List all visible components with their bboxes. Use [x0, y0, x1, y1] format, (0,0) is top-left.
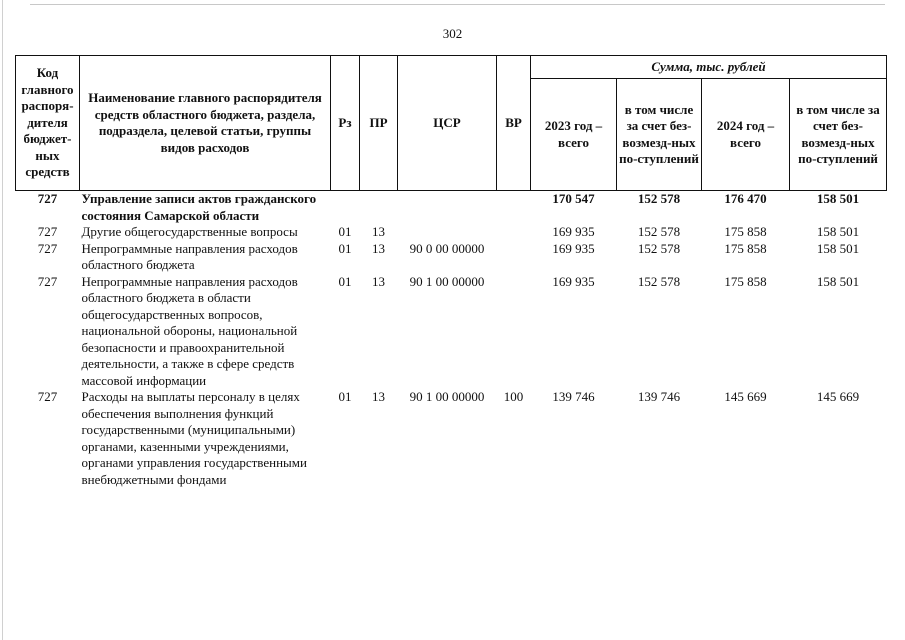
cell-csr [398, 191, 497, 225]
cell-2024-total: 145 669 [724, 389, 767, 404]
cell-csr: 90 0 00 00000 [409, 240, 485, 256]
cell-2024-free: 158 501 [816, 191, 860, 206]
cell-2023-free: 152 578 [637, 240, 681, 256]
cell-2023-free: 139 746 [637, 389, 681, 404]
cell-name: Непрограммные направления расходов областного бюджета [81, 240, 298, 272]
cell-2023-free: 152 578 [637, 191, 681, 206]
header-sum-group: Сумма, тыс. рублей [531, 56, 887, 79]
cell-vr [497, 191, 531, 225]
cell-2024-free: 145 669 [816, 389, 860, 404]
cell-2023-total: 169 935 [552, 240, 595, 256]
cell-rz: 01 [338, 389, 352, 404]
cell-2023-total: 139 746 [552, 389, 595, 404]
cell-csr [398, 224, 497, 241]
header-2023-total: 2023 год – всего [531, 79, 617, 191]
cell-name: Управление записи актов гражданского состояния Самарской области [81, 191, 317, 223]
cell-vr: 100 [503, 389, 524, 404]
header-pr: ПР [360, 56, 398, 191]
cell-2023-free: 152 578 [637, 224, 681, 239]
header-code: Код главного распоря-дителя бюджет-ных средств [16, 56, 80, 191]
cell-rz: 01 [338, 273, 352, 289]
cell-2024-total: 175 858 [724, 273, 767, 289]
table-row [16, 274, 887, 390]
cell-code: 727 [37, 191, 58, 206]
cell-code: 727 [37, 224, 58, 239]
cell-name: Расходы на выплаты персоналу в целях обеспечения выполнения функций государственными (муниципальными) органами, казенными учреждениями, органами управления государственными внебюджетными фондами [81, 389, 307, 487]
header-csr: ЦСР [398, 56, 497, 191]
cell-rz: 01 [338, 224, 352, 239]
scan-top-line [30, 4, 885, 5]
cell-2024-free: 158 501 [816, 224, 860, 239]
scan-edge-line [2, 0, 3, 640]
cell-pr: 13 [372, 240, 385, 256]
cell-2024-free: 158 501 [816, 273, 860, 289]
cell-pr: 13 [372, 273, 385, 289]
cell-2023-free: 152 578 [637, 273, 681, 289]
cell-pr [360, 191, 398, 225]
table-row [16, 241, 887, 274]
cell-2023-total: 169 935 [552, 273, 595, 289]
header-2024-total: 2024 год – всего [702, 79, 790, 191]
cell-rz [331, 191, 360, 225]
page-number: 302 [442, 26, 463, 41]
cell-pr: 13 [372, 224, 385, 239]
cell-2024-total: 175 858 [724, 240, 767, 256]
cell-pr: 13 [372, 389, 385, 404]
cell-code: 727 [37, 273, 58, 289]
cell-name: Непрограммные направления расходов областного бюджета в области общегосударственных вопросов, национальной обороны, национальной безопасности и правоохранительной деятельности, а также в сфере средств массовой информации [81, 273, 298, 388]
cell-code: 727 [37, 389, 58, 404]
cell-csr: 90 1 00 00000 [409, 389, 485, 404]
table-row [16, 224, 887, 241]
cell-vr [497, 241, 531, 274]
cell-rz: 01 [338, 240, 352, 256]
cell-2023-total: 169 935 [552, 224, 595, 239]
cell-vr [497, 224, 531, 241]
header-rz: Рз [331, 56, 360, 191]
header-vr: ВР [497, 56, 531, 191]
cell-name: Другие общегосударственные вопросы [81, 224, 298, 239]
header-2023-free: в том числе за счет без-возмезд-ных по-ступлений [617, 79, 702, 191]
cell-vr [497, 274, 531, 390]
cell-2024-free: 158 501 [816, 240, 860, 256]
cell-2024-total: 176 470 [724, 191, 767, 206]
table-header [16, 56, 887, 191]
table-row [16, 191, 887, 225]
cell-csr: 90 1 00 00000 [409, 273, 485, 289]
cell-2024-total: 175 858 [724, 224, 767, 239]
header-name: Наименование главного распорядителя средств областного бюджета, раздела, подраздела, целевой статьи, группы видов расходов [80, 56, 331, 191]
cell-2023-total: 170 547 [552, 191, 595, 206]
budget-table [15, 55, 887, 488]
table-row [16, 389, 887, 488]
table-body [16, 191, 887, 489]
cell-code: 727 [37, 240, 58, 256]
header-2024-free: в том числе за счет без-возмезд-ных по-ступлений [790, 79, 887, 191]
